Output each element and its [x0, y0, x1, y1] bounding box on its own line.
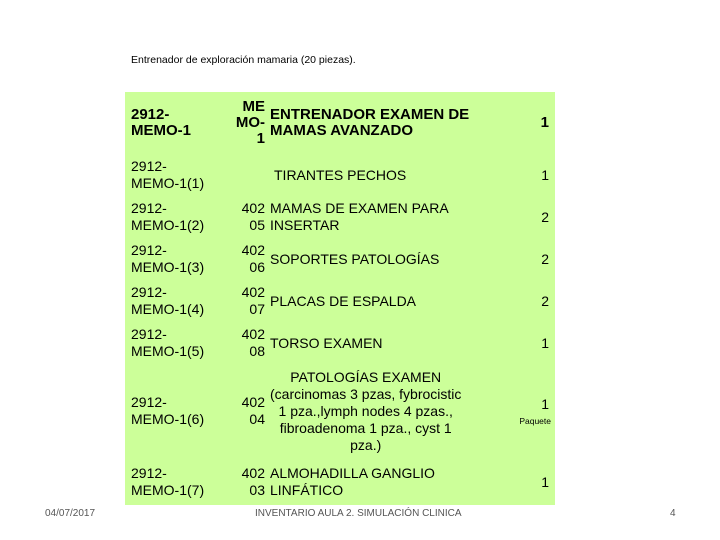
table-row — [125, 458, 555, 505]
code-cell: 2912- MEMO-1(3) — [131, 242, 205, 275]
ref-cell: ME MO- 1 — [235, 98, 265, 147]
table-row — [125, 364, 555, 458]
ref-cell: 402 05 — [241, 200, 265, 233]
page-title: Entrenador de exploración mamaria (20 piezas). — [131, 54, 356, 66]
unit-label: Paquete — [519, 416, 551, 426]
ref-cell: 402 07 — [241, 284, 265, 317]
code-cell: 2912- MEMO-1 — [131, 106, 191, 139]
ref-cell: 402 04 — [241, 394, 265, 427]
description-cell: SOPORTES PATOLOGÍAS — [270, 250, 440, 267]
table-row — [125, 196, 555, 238]
code-cell: 2912- MEMO-1(2) — [131, 200, 205, 233]
code-cell: 2912- MEMO-1(7) — [131, 464, 205, 498]
quantity-cell: 1 — [541, 473, 549, 490]
footer-date: 04/07/2017 — [45, 508, 96, 519]
table-row — [125, 238, 555, 280]
ref-cell: 402 08 — [241, 326, 265, 359]
quantity-cell: 2 — [541, 251, 549, 267]
ref-cell: 402 03 — [241, 464, 265, 498]
quantity-cell: 1 — [541, 335, 549, 351]
table-row — [125, 322, 555, 364]
table-row — [125, 280, 555, 322]
description-cell: TIRANTES PECHOS — [274, 166, 407, 183]
table-row — [125, 92, 555, 154]
page-number: 4 — [670, 508, 676, 519]
description-cell: PATOLOGÍAS EXAMEN (carcinomas 3 pzas, fybrocistic 1 pza.,lymph nodes 4 pzas., fibroadenoma 1 pza., cyst 1 pza.) — [270, 368, 462, 453]
description-cell: MAMAS DE EXAMEN PARA INSERTAR — [270, 200, 449, 233]
description-cell: PLACAS DE ESPALDA — [270, 292, 417, 309]
code-cell: 2912- MEMO-1(6) — [131, 394, 205, 427]
inventory-table — [125, 92, 555, 505]
code-cell: 2912- MEMO-1(1) — [131, 158, 205, 191]
description-cell: ENTRENADOR EXAMEN DE MAMAS AVANZADO — [270, 106, 470, 139]
quantity-cell: 2 — [541, 293, 549, 309]
ref-cell: 402 06 — [241, 242, 265, 275]
quantity-cell: 1 — [540, 114, 549, 131]
quantity-cell: 1 — [541, 167, 549, 183]
footer-title: INVENTARIO AULA 2. SIMULACIÓN CLINICA — [255, 508, 462, 519]
table-row — [125, 154, 555, 196]
quantity-cell: 1 Paquete — [519, 396, 551, 426]
code-cell: 2912- MEMO-1(4) — [131, 284, 205, 317]
quantity-cell: 2 — [541, 209, 549, 225]
ref-cell — [223, 154, 265, 196]
code-cell: 2912- MEMO-1(5) — [131, 326, 205, 359]
description-cell: TORSO EXAMEN — [270, 334, 383, 351]
description-cell: ALMOHADILLA GANGLIO LINFÁTICO — [270, 464, 435, 498]
